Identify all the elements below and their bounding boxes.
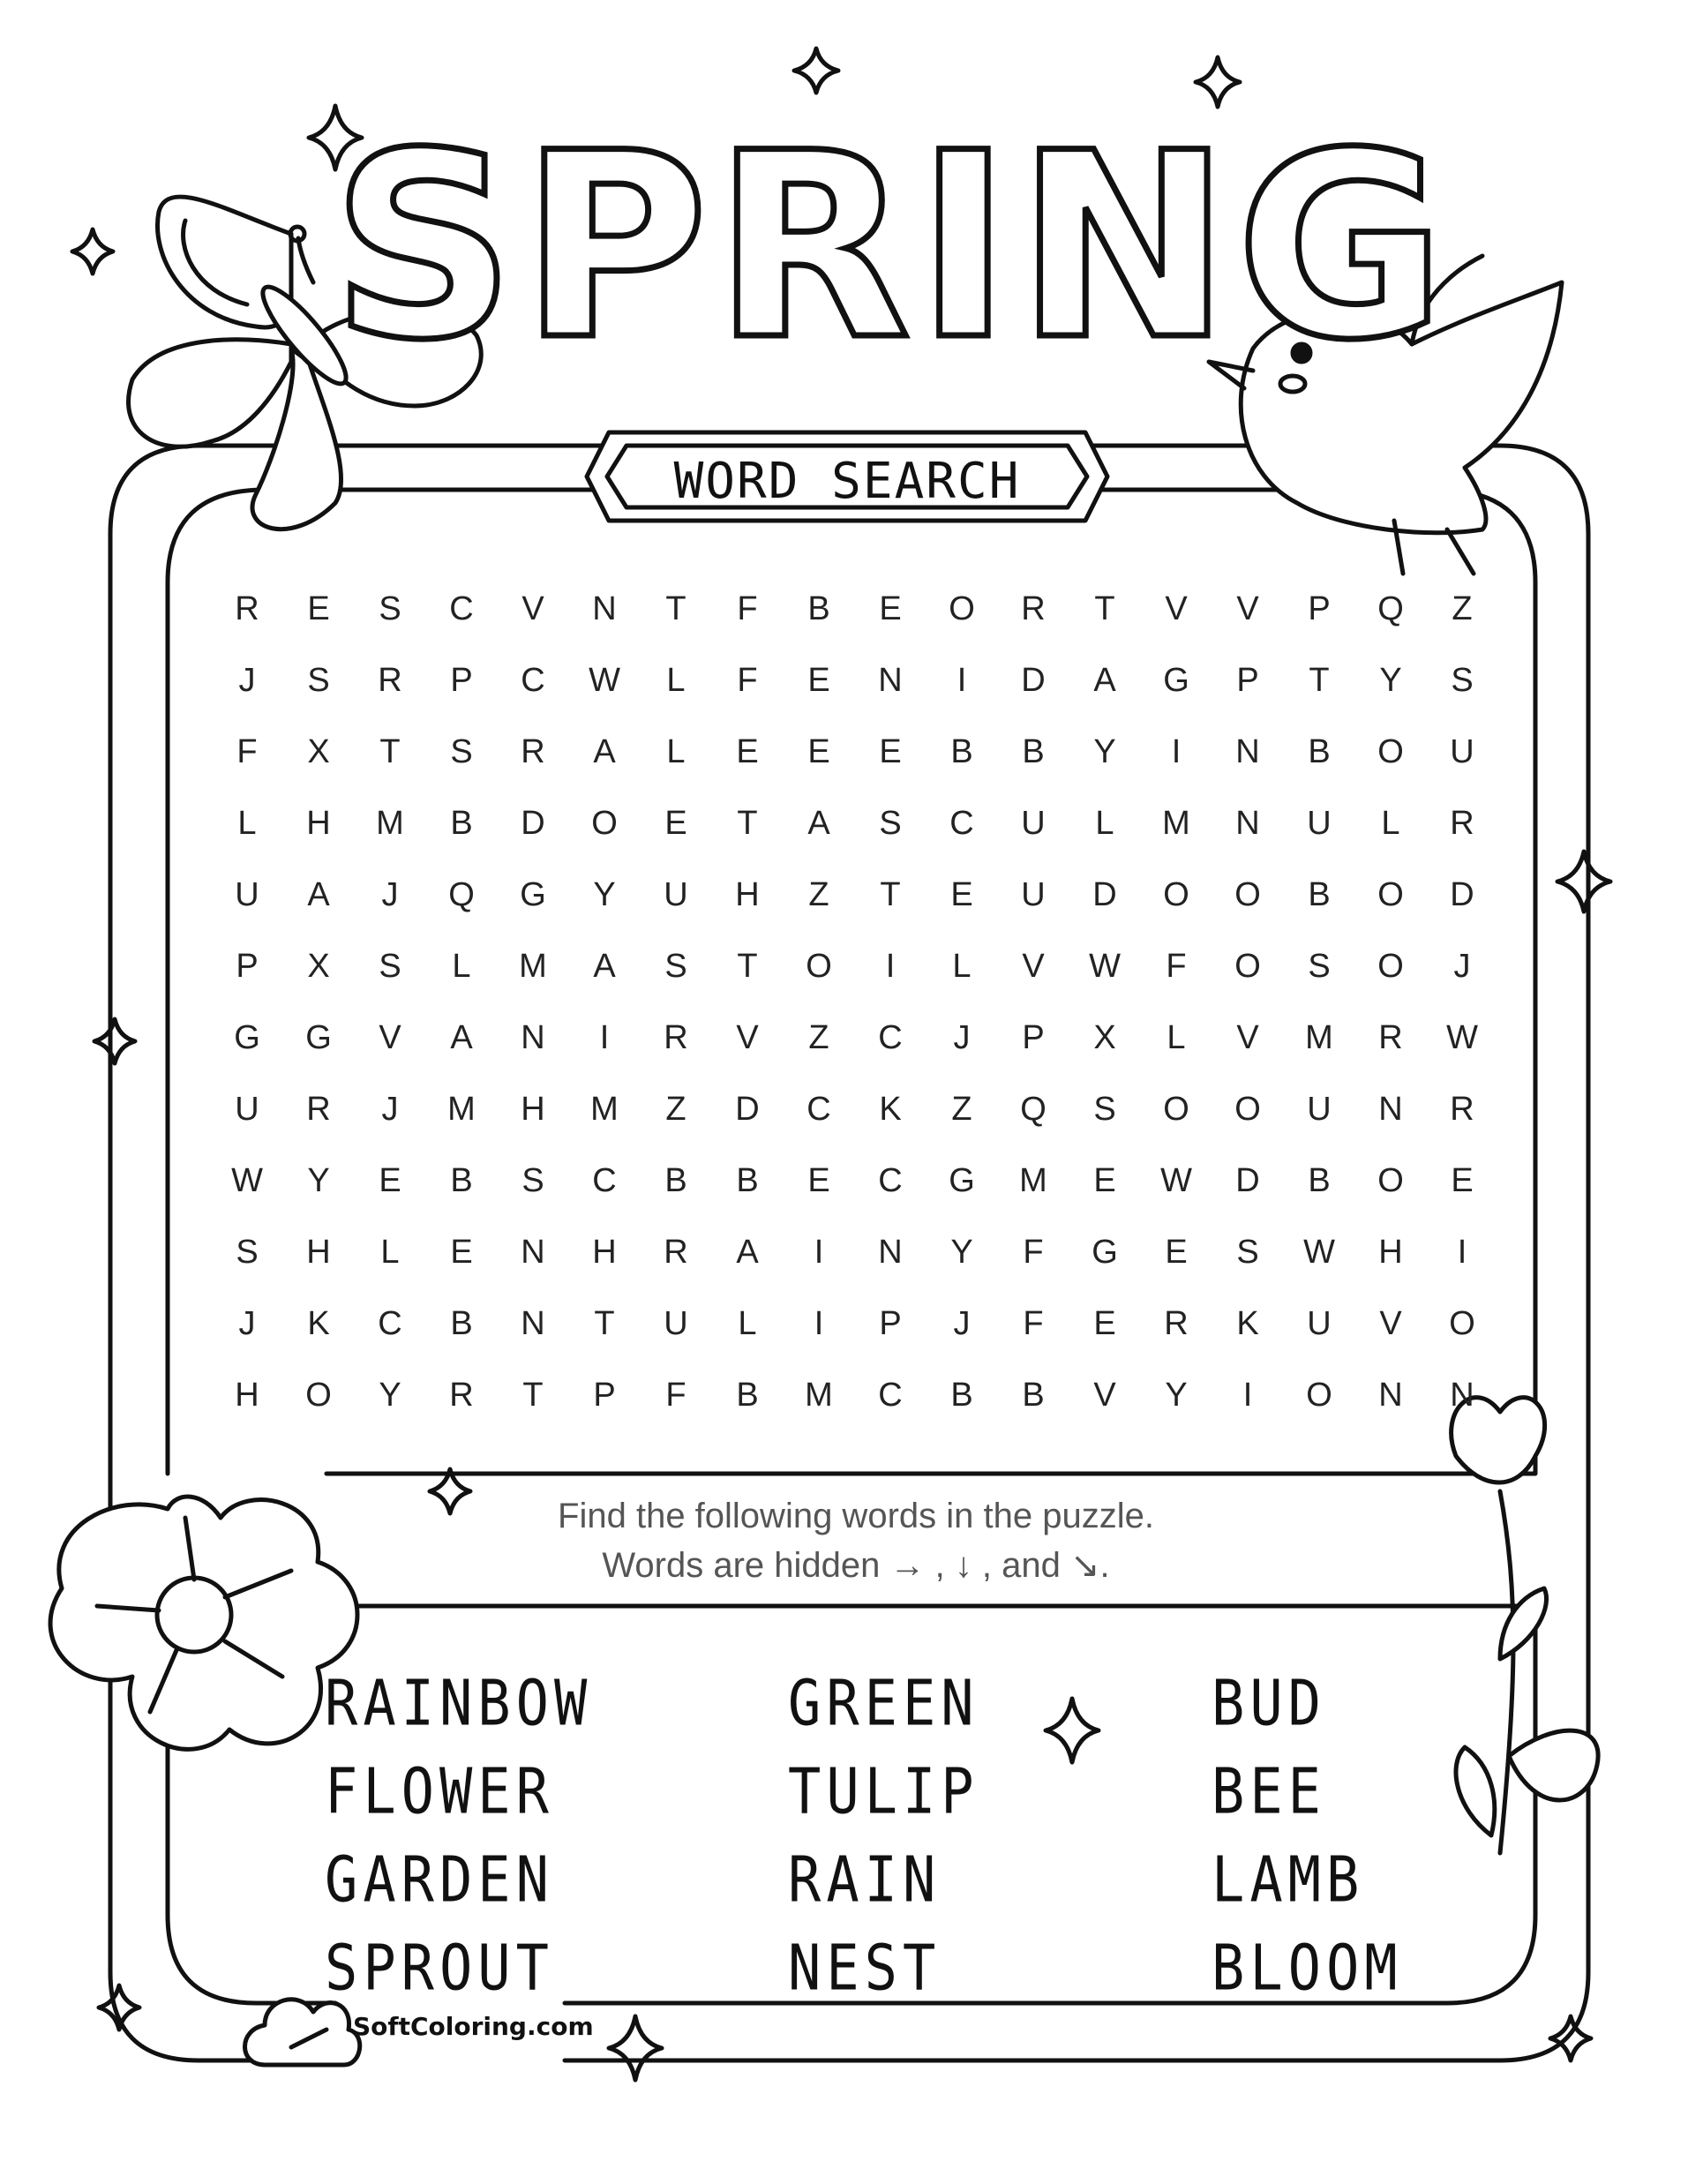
grid-cell[interactable]: K bbox=[307, 1305, 330, 1342]
grid-cell[interactable]: B bbox=[450, 805, 473, 842]
grid-cell[interactable]: G bbox=[305, 1019, 332, 1056]
grid-cell[interactable]: M bbox=[447, 1091, 476, 1128]
grid-cell[interactable]: Z bbox=[808, 876, 829, 913]
grid-cell[interactable]: E bbox=[379, 1162, 401, 1199]
grid-cell[interactable]: D bbox=[1092, 876, 1117, 913]
grid-cell[interactable]: N bbox=[521, 1234, 545, 1271]
grid-cell[interactable]: P bbox=[450, 662, 473, 699]
grid-cell[interactable]: S bbox=[307, 662, 330, 699]
grid-cell[interactable]: D bbox=[1235, 1162, 1260, 1199]
grid-row bbox=[212, 788, 1491, 859]
grid-cell[interactable]: F bbox=[665, 1377, 686, 1414]
grid-cell[interactable]: A bbox=[593, 948, 616, 985]
grid-cell[interactable]: H bbox=[592, 1234, 617, 1271]
grid-cell[interactable]: N bbox=[592, 590, 617, 627]
grid-cell[interactable]: U bbox=[664, 1305, 688, 1342]
grid-cell[interactable]: B bbox=[736, 1162, 759, 1199]
grid-cell[interactable]: P bbox=[1022, 1019, 1045, 1056]
grid-cell[interactable]: T bbox=[1094, 590, 1115, 627]
grid-cell[interactable]: H bbox=[1378, 1234, 1403, 1271]
page-title bbox=[318, 97, 1465, 379]
subtitle: WORD SEARCH bbox=[673, 452, 1021, 510]
grid-cell[interactable]: H bbox=[735, 876, 760, 913]
grid-cell[interactable]: A bbox=[450, 1019, 473, 1056]
grid-cell[interactable]: E bbox=[307, 590, 330, 627]
grid-cell[interactable]: Z bbox=[808, 1019, 829, 1056]
word-item: NEST bbox=[788, 1931, 942, 2005]
grid-cell[interactable]: R bbox=[306, 1091, 331, 1128]
grid-cell[interactable]: T bbox=[880, 876, 901, 913]
grid-cell[interactable]: M bbox=[519, 948, 547, 985]
grid-cell[interactable]: Y bbox=[379, 1377, 401, 1414]
grid-cell[interactable]: E bbox=[950, 876, 973, 913]
grid-cell[interactable]: C bbox=[949, 805, 974, 842]
grid-cell[interactable]: B bbox=[950, 1377, 973, 1414]
grid-cell[interactable]: I bbox=[885, 948, 896, 985]
grid-cell[interactable]: I bbox=[599, 1019, 610, 1056]
grid-cell[interactable]: I bbox=[814, 1305, 824, 1342]
grid-cell[interactable]: P bbox=[1308, 590, 1331, 627]
grid-row bbox=[212, 717, 1491, 787]
grid-cell[interactable]: I bbox=[814, 1234, 824, 1271]
grid-cell[interactable]: F bbox=[1023, 1234, 1044, 1271]
grid-cell[interactable]: J bbox=[953, 1305, 971, 1342]
grid-cell[interactable]: R bbox=[521, 733, 545, 770]
grid-cell[interactable]: B bbox=[1308, 733, 1331, 770]
grid-cell[interactable]: L bbox=[452, 948, 471, 985]
word-item: RAIN bbox=[788, 1843, 942, 1917]
grid-cell[interactable]: A bbox=[593, 733, 616, 770]
grid-cell[interactable]: M bbox=[376, 805, 404, 842]
grid-cell[interactable]: E bbox=[1093, 1305, 1116, 1342]
grid-cell[interactable]: U bbox=[1307, 1305, 1332, 1342]
grid-cell[interactable]: G bbox=[234, 1019, 260, 1056]
grid-cell[interactable]: U bbox=[1021, 876, 1046, 913]
grid-cell[interactable]: N bbox=[1235, 733, 1260, 770]
grid-cell[interactable]: R bbox=[378, 662, 402, 699]
grid-cell[interactable]: S bbox=[1451, 662, 1474, 699]
grid-cell[interactable]: U bbox=[1450, 733, 1474, 770]
grid-cell[interactable]: H bbox=[235, 1377, 259, 1414]
grid-cell[interactable]: T bbox=[379, 733, 401, 770]
grid-cell[interactable]: B bbox=[950, 733, 973, 770]
grid-cell[interactable]: P bbox=[879, 1305, 902, 1342]
grid-cell[interactable]: B bbox=[1308, 1162, 1331, 1199]
grid-cell[interactable]: U bbox=[1021, 805, 1046, 842]
grid-cell[interactable]: J bbox=[238, 662, 256, 699]
grid-row bbox=[212, 1360, 1491, 1430]
grid-cell[interactable]: W bbox=[1303, 1234, 1335, 1271]
grid-cell[interactable]: I bbox=[957, 662, 967, 699]
grid-cell[interactable]: O bbox=[305, 1377, 332, 1414]
grid-cell[interactable]: Y bbox=[593, 876, 616, 913]
grid-cell[interactable]: O bbox=[949, 590, 975, 627]
grid-cell[interactable]: U bbox=[1307, 1091, 1332, 1128]
grid-cell[interactable]: V bbox=[1093, 1377, 1116, 1414]
grid-cell[interactable]: I bbox=[1242, 1377, 1253, 1414]
grid-cell[interactable]: D bbox=[735, 1091, 760, 1128]
tulip-icon bbox=[1452, 1398, 1598, 1853]
word-item: BEE bbox=[1212, 1754, 1326, 1828]
grid-cell[interactable]: C bbox=[878, 1019, 903, 1056]
grid-cell[interactable]: V bbox=[1165, 590, 1188, 627]
grid-cell[interactable]: V bbox=[521, 590, 544, 627]
grid-cell[interactable]: O bbox=[1449, 1305, 1475, 1342]
word-item: BUD bbox=[1212, 1666, 1326, 1740]
grid-cell[interactable]: N bbox=[1450, 1377, 1474, 1414]
grid-cell[interactable]: T bbox=[665, 590, 686, 627]
grid-cell[interactable]: S bbox=[1093, 1091, 1116, 1128]
grid-cell[interactable]: A bbox=[736, 1234, 759, 1271]
grid-cell[interactable]: I bbox=[1457, 1234, 1467, 1271]
grid-cell[interactable]: N bbox=[1378, 1091, 1403, 1128]
grid-cell[interactable]: L bbox=[666, 733, 686, 770]
grid-cell[interactable]: Z bbox=[665, 1091, 686, 1128]
grid-cell[interactable]: N bbox=[878, 1234, 903, 1271]
grid-cell[interactable]: V bbox=[736, 1019, 759, 1056]
grid-cell[interactable]: S bbox=[379, 590, 401, 627]
grid-cell[interactable]: U bbox=[235, 876, 259, 913]
grid-row bbox=[212, 1145, 1491, 1216]
grid-cell[interactable]: Z bbox=[1452, 590, 1473, 627]
grid-cell[interactable]: L bbox=[666, 662, 686, 699]
grid-cell[interactable]: T bbox=[522, 1377, 544, 1414]
grid-cell[interactable]: N bbox=[878, 662, 903, 699]
grid-cell[interactable]: Y bbox=[307, 1162, 330, 1199]
grid-cell[interactable]: M bbox=[805, 1377, 833, 1414]
grid-cell[interactable]: W bbox=[589, 662, 620, 699]
grid-cell[interactable]: K bbox=[879, 1091, 902, 1128]
grid-cell[interactable]: P bbox=[1236, 662, 1259, 699]
grid-cell[interactable]: L bbox=[1167, 1019, 1186, 1056]
grid-cell[interactable]: F bbox=[236, 733, 258, 770]
grid-cell[interactable]: R bbox=[1450, 1091, 1474, 1128]
grid-cell[interactable]: V bbox=[1236, 590, 1259, 627]
grid-cell[interactable]: G bbox=[949, 1162, 975, 1199]
grid-cell[interactable]: U bbox=[1307, 805, 1332, 842]
grid-cell[interactable]: R bbox=[235, 590, 259, 627]
cloud-pencil-logo-icon bbox=[245, 2000, 360, 2065]
grid-cell[interactable]: G bbox=[520, 876, 546, 913]
grid-cell[interactable]: S bbox=[450, 733, 473, 770]
grid-cell[interactable]: Y bbox=[1093, 733, 1116, 770]
grid-cell[interactable]: F bbox=[737, 662, 758, 699]
grid-cell[interactable]: N bbox=[1235, 805, 1260, 842]
grid-cell[interactable]: L bbox=[237, 805, 257, 842]
grid-cell[interactable]: E bbox=[664, 805, 687, 842]
grid-cell[interactable]: U bbox=[664, 876, 688, 913]
grid-cell[interactable]: C bbox=[806, 1091, 831, 1128]
grid-cell[interactable]: O bbox=[1377, 733, 1404, 770]
grid-cell[interactable]: I bbox=[1171, 733, 1182, 770]
grid-cell[interactable]: Z bbox=[951, 1091, 972, 1128]
grid-cell[interactable]: R bbox=[664, 1019, 688, 1056]
grid-cell[interactable]: O bbox=[591, 805, 618, 842]
grid-cell[interactable]: R bbox=[664, 1234, 688, 1271]
grid-cell[interactable]: C bbox=[521, 662, 545, 699]
grid-cell[interactable]: G bbox=[1092, 1234, 1118, 1271]
grid-cell[interactable]: J bbox=[381, 1091, 399, 1128]
grid-cell[interactable]: Y bbox=[950, 1234, 973, 1271]
grid-cell[interactable]: C bbox=[592, 1162, 617, 1199]
grid-cell[interactable]: W bbox=[231, 1162, 263, 1199]
grid-cell[interactable]: E bbox=[879, 590, 902, 627]
word-item: FLOWER bbox=[325, 1754, 554, 1828]
grid-cell[interactable]: X bbox=[307, 948, 330, 985]
grid-cell[interactable]: D bbox=[1450, 876, 1474, 913]
grid-cell[interactable]: X bbox=[1093, 1019, 1116, 1056]
grid-cell[interactable]: P bbox=[236, 948, 259, 985]
grid-cell[interactable]: M bbox=[590, 1091, 619, 1128]
grid-cell[interactable]: O bbox=[1163, 876, 1189, 913]
grid-cell[interactable]: Q bbox=[448, 876, 475, 913]
grid-cell[interactable]: F bbox=[1166, 948, 1187, 985]
grid-cell[interactable]: E bbox=[1093, 1162, 1116, 1199]
grid-cell[interactable]: E bbox=[736, 733, 759, 770]
grid-cell[interactable]: D bbox=[1021, 662, 1046, 699]
grid-cell[interactable]: L bbox=[738, 1305, 757, 1342]
grid-cell[interactable]: S bbox=[1308, 948, 1331, 985]
grid-cell[interactable]: E bbox=[1451, 1162, 1474, 1199]
grid-cell[interactable]: O bbox=[1234, 948, 1261, 985]
grid-cell[interactable]: J bbox=[953, 1019, 971, 1056]
grid-cell[interactable]: B bbox=[450, 1305, 473, 1342]
grid-cell[interactable]: M bbox=[1305, 1019, 1333, 1056]
grid-cell[interactable]: Y bbox=[1165, 1377, 1188, 1414]
grid-cell[interactable]: O bbox=[1163, 1091, 1189, 1128]
grid-cell[interactable]: D bbox=[521, 805, 545, 842]
grid-cell[interactable]: E bbox=[807, 662, 830, 699]
flower-icon bbox=[50, 1497, 357, 1749]
grid-cell[interactable]: B bbox=[736, 1377, 759, 1414]
grid-row bbox=[212, 1074, 1491, 1145]
grid-cell[interactable]: W bbox=[1089, 948, 1121, 985]
word-item: BLOOM bbox=[1212, 1931, 1403, 2005]
page-title-text: SPRING bbox=[331, 99, 1452, 379]
grid-cell[interactable]: N bbox=[521, 1019, 545, 1056]
grid-cell[interactable]: V bbox=[1236, 1019, 1259, 1056]
grid-cell[interactable]: V bbox=[1379, 1305, 1402, 1342]
grid-cell[interactable]: E bbox=[450, 1234, 473, 1271]
grid-cell[interactable]: S bbox=[1236, 1234, 1259, 1271]
grid-cell[interactable]: T bbox=[737, 948, 758, 985]
grid-cell[interactable]: B bbox=[1022, 1377, 1045, 1414]
grid-cell[interactable]: C bbox=[878, 1162, 903, 1199]
grid-cell[interactable]: S bbox=[521, 1162, 544, 1199]
word-item: TULIP bbox=[788, 1754, 979, 1828]
grid-cell[interactable]: L bbox=[1381, 805, 1400, 842]
instructions-line-1: Find the following words in the puzzle. bbox=[558, 1497, 1154, 1535]
grid-cell[interactable]: M bbox=[1162, 805, 1190, 842]
grid-cell[interactable]: O bbox=[1377, 948, 1404, 985]
instructions-line-2: Words are hidden → , ↓ , and ↘. bbox=[602, 1546, 1110, 1585]
grid-cell[interactable]: A bbox=[1093, 662, 1116, 699]
grid-cell[interactable]: Q bbox=[1377, 590, 1404, 627]
grid-cell[interactable]: L bbox=[952, 948, 972, 985]
grid-cell[interactable]: O bbox=[1234, 1091, 1261, 1128]
grid-cell[interactable]: O bbox=[1306, 1377, 1332, 1414]
instructions bbox=[326, 1491, 1385, 1590]
grid-cell[interactable]: R bbox=[1021, 590, 1046, 627]
grid-row bbox=[212, 645, 1491, 716]
grid-cell[interactable]: H bbox=[306, 1234, 331, 1271]
grid-cell[interactable]: F bbox=[1023, 1305, 1044, 1342]
grid-cell[interactable]: A bbox=[307, 876, 330, 913]
grid-cell[interactable]: E bbox=[807, 733, 830, 770]
grid-cell[interactable]: N bbox=[1378, 1377, 1403, 1414]
grid-cell[interactable]: R bbox=[1378, 1019, 1403, 1056]
grid-cell[interactable]: V bbox=[379, 1019, 401, 1056]
grid-cell[interactable]: J bbox=[1453, 948, 1471, 985]
grid-cell[interactable]: P bbox=[593, 1377, 616, 1414]
grid-cell[interactable]: G bbox=[1163, 662, 1189, 699]
grid-cell[interactable]: T bbox=[1309, 662, 1330, 699]
grid-cell[interactable]: B bbox=[807, 590, 830, 627]
grid-cell[interactable]: B bbox=[450, 1162, 473, 1199]
grid-cell[interactable]: C bbox=[449, 590, 474, 627]
grid-row bbox=[212, 1002, 1491, 1073]
grid-cell[interactable]: W bbox=[1160, 1162, 1192, 1199]
grid-cell[interactable]: O bbox=[1377, 1162, 1404, 1199]
word-item: RAINBOW bbox=[325, 1666, 593, 1740]
grid-row bbox=[212, 859, 1491, 930]
grid-cell[interactable]: X bbox=[307, 733, 330, 770]
grid-cell[interactable]: S bbox=[379, 948, 401, 985]
grid-cell[interactable]: B bbox=[1022, 733, 1045, 770]
grid-cell[interactable]: V bbox=[1022, 948, 1045, 985]
letter-grid bbox=[212, 574, 1491, 1430]
grid-cell[interactable]: C bbox=[878, 1377, 903, 1414]
grid-cell[interactable]: K bbox=[1236, 1305, 1259, 1342]
grid-cell[interactable]: E bbox=[1165, 1234, 1188, 1271]
grid-cell[interactable]: W bbox=[1446, 1019, 1478, 1056]
grid-cell[interactable]: H bbox=[521, 1091, 545, 1128]
grid-cell[interactable]: B bbox=[1308, 876, 1331, 913]
grid-row bbox=[212, 1288, 1491, 1359]
word-item: GARDEN bbox=[325, 1843, 554, 1917]
grid-cell[interactable]: R bbox=[449, 1377, 474, 1414]
grid-cell[interactable]: N bbox=[521, 1305, 545, 1342]
grid-cell[interactable]: C bbox=[378, 1305, 402, 1342]
grid-cell[interactable]: L bbox=[1095, 805, 1114, 842]
grid-cell[interactable]: U bbox=[235, 1091, 259, 1128]
grid-cell[interactable]: O bbox=[806, 948, 832, 985]
grid-cell[interactable]: S bbox=[879, 805, 902, 842]
grid-cell[interactable]: E bbox=[879, 733, 902, 770]
grid-cell[interactable]: J bbox=[238, 1305, 256, 1342]
word-item: SPROUT bbox=[325, 1931, 554, 2005]
grid-cell[interactable]: S bbox=[664, 948, 687, 985]
grid-row bbox=[212, 574, 1491, 644]
grid-cell[interactable]: H bbox=[306, 805, 331, 842]
grid-cell[interactable]: T bbox=[594, 1305, 615, 1342]
grid-cell[interactable]: Y bbox=[1379, 662, 1402, 699]
grid-cell[interactable]: T bbox=[737, 805, 758, 842]
grid-row bbox=[212, 931, 1491, 1002]
grid-cell[interactable]: O bbox=[1234, 876, 1261, 913]
grid-cell[interactable]: L bbox=[380, 1234, 400, 1271]
grid-cell[interactable]: S bbox=[236, 1234, 259, 1271]
brand-link[interactable]: SoftColoring.com bbox=[353, 2012, 594, 2041]
word-item: LAMB bbox=[1212, 1843, 1365, 1917]
grid-cell[interactable]: O bbox=[1377, 876, 1404, 913]
grid-cell[interactable]: E bbox=[807, 1162, 830, 1199]
grid-cell[interactable]: B bbox=[664, 1162, 687, 1199]
grid-cell[interactable]: R bbox=[1164, 1305, 1189, 1342]
grid-cell[interactable]: J bbox=[381, 876, 399, 913]
grid-cell[interactable]: R bbox=[1450, 805, 1474, 842]
grid-cell[interactable]: F bbox=[737, 590, 758, 627]
word-item: GREEN bbox=[788, 1666, 979, 1740]
grid-cell[interactable]: A bbox=[807, 805, 830, 842]
grid-cell[interactable]: M bbox=[1019, 1162, 1047, 1199]
grid-row bbox=[212, 1217, 1491, 1287]
grid-cell[interactable]: Q bbox=[1020, 1091, 1047, 1128]
